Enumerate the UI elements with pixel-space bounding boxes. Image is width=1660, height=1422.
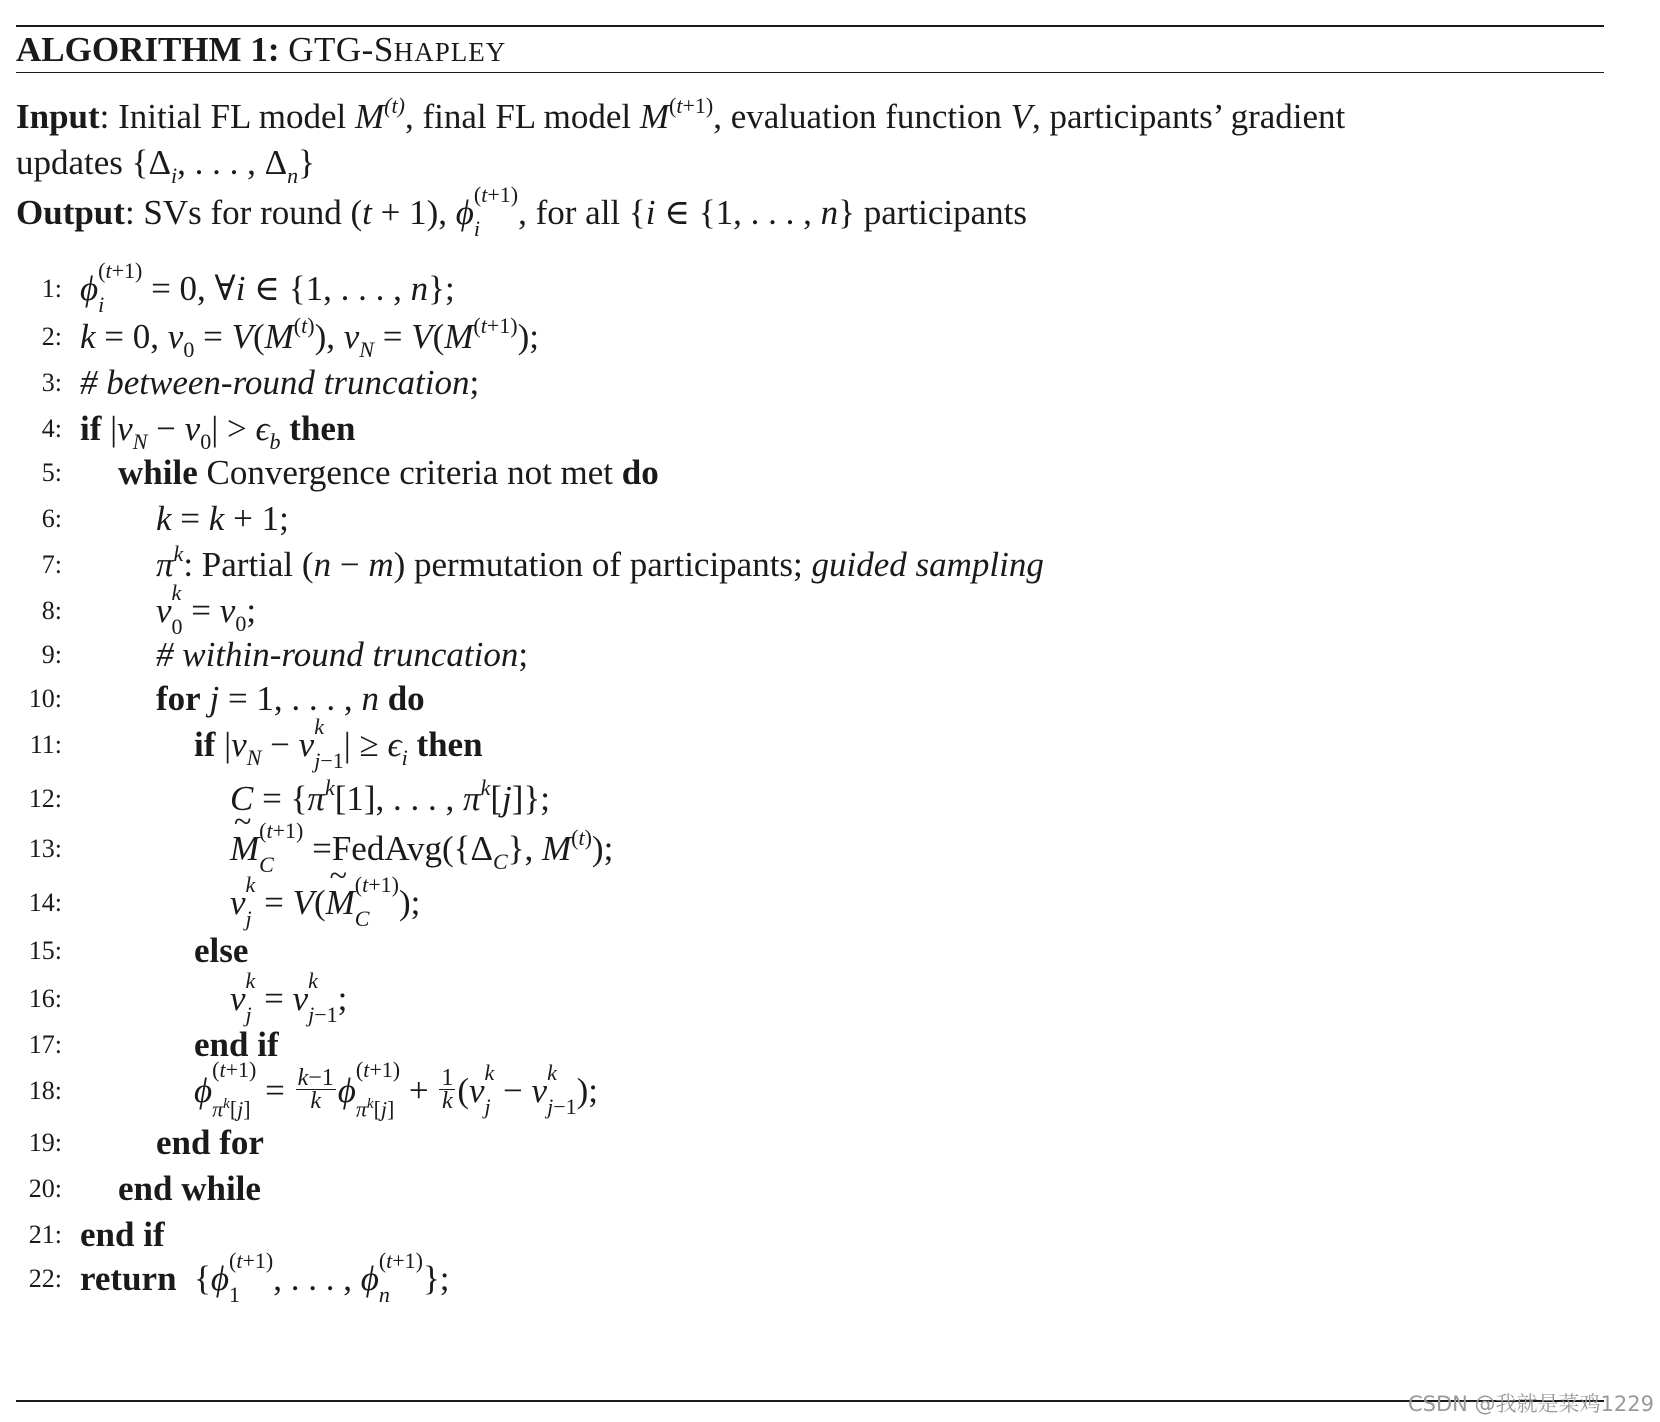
algorithm-line-19: 19: end for: [28, 1123, 264, 1162]
input-label: Input: [16, 97, 100, 136]
algorithm-line-15: 15: else: [28, 931, 249, 970]
algorithm-line-3: 3: # between-round truncation;: [41, 363, 480, 402]
comment-within-round: # within-round truncation: [156, 635, 519, 674]
algorithm-line-5: 5: while Convergence criteria not met do: [41, 453, 659, 492]
algorithm-name: GTG-SHAPLEY: [288, 30, 507, 69]
algorithm-line-20: 20: end while: [28, 1169, 261, 1208]
algorithm-line-21: 21: end if: [28, 1215, 165, 1254]
algorithm-line-2: 2: k = 0, $v_0 = V(M^{(t)})$, $v_N = V(M^{(t+1)})$;: [41, 313, 539, 362]
algorithm-line-18: 18: ϕ (t+1) $\pi^k[j]$ = $\frac{k-1}{k}$ ϕ (t+1) $\pi^k[j]$ + $\frac{1}{k}$ (v k j − v k j−1 );: [28, 1057, 599, 1122]
algorithm-line-4: 4: if $|v_N - v_0| > \epsilon_b$ then: [41, 409, 356, 454]
watermark-text: CSDN @我就是菜鸡1229: [1408, 1392, 1654, 1416]
algorithm-line-22: 22: return {ϕ (t+1) 1 , . . . , ϕ (t+1) n };: [28, 1247, 450, 1307]
algorithm-line-10: 10: for j = 1, . . . , n do: [28, 679, 425, 718]
algorithm-line-14: 14: v k j = V(~ M (t+1) C );: [0, 880, 1600, 926]
algorithm-line-6: 6: k = k + 1;: [41, 499, 289, 538]
algorithm-line-11: 11: if $|v_N - v$ k j−1 | ≥ $\epsilon_i$ then: [29, 713, 483, 773]
algorithm-line-1: 1: ϕ (t+1) i = 0, ∀i ∈ {1, . . . , n};: [41, 257, 455, 317]
bottom-rule: [16, 1400, 1604, 1402]
top-rule: [16, 25, 1604, 27]
algorithm-line-7: 7: $\pi^k$: Partial (n − m) permutation of participants; guided sampling: [41, 541, 1044, 584]
algorithm-label: ALGORITHM 1:: [16, 30, 280, 69]
algorithm-line-8: 8: v k 0 = $v_0$;: [41, 579, 257, 639]
input-line-1: Input: Initial FL model $M^{(t)}$, final FL model $M^{(t+1)}$, evaluation function V, participants’ gradient: [16, 93, 1346, 136]
algorithm-line-16: 16: v k j = v k j−1 ;: [28, 967, 348, 1027]
output-label: Output: [16, 193, 125, 232]
algorithm-title: [16, 28, 506, 74]
input-line-2: updates {$\Delta_i$, . . . , $\Delta_n$}: [16, 143, 315, 188]
algorithm-line-9: 9: # within-round truncation;: [41, 635, 529, 674]
algorithm-line-12: 12: $C = \{\pi^k[1]$, . . . , $\pi^k[j]$};: [28, 775, 550, 818]
algorithm-line-13: 13: ~ M (t+1) C $=FedAvg(\{\Delta_C\}$, $M^{(t)}$);: [0, 826, 1600, 872]
output-line: Output: SVs for round (t + 1), ϕ (t+1) i , for all {i ∈ {1, . . . , n} participants: [16, 181, 1028, 241]
algorithm-line-17: 17: end if: [28, 1025, 279, 1064]
title-rule: [16, 72, 1604, 73]
comment-between-round: # between-round truncation: [80, 363, 470, 402]
